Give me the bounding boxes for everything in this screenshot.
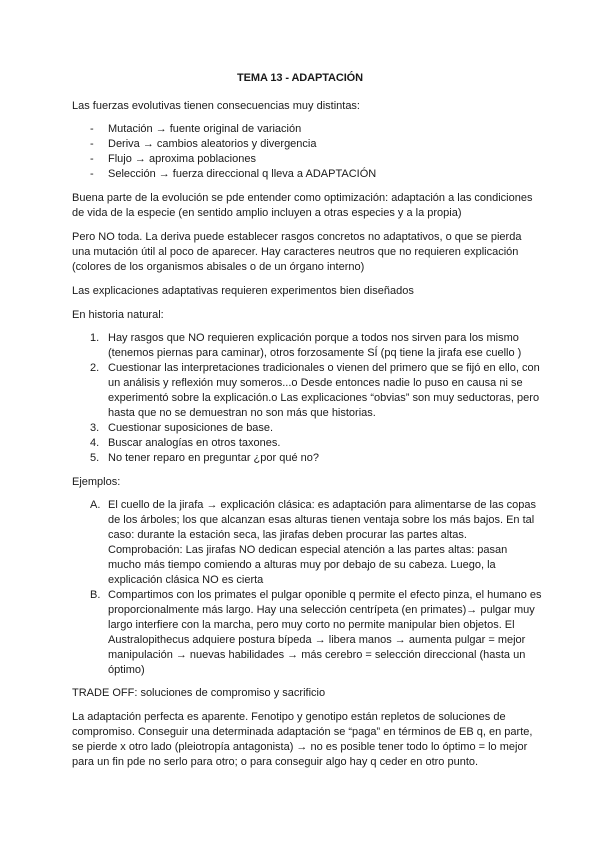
experiments-text: Las explicaciones adaptativas requieren experimentos bien diseñados xyxy=(72,285,414,297)
deriva-text: Pero NO toda. La deriva puede establecer rasgos concretos no adaptativos, o que se pierda una mutación útil al poco de aparecer. Hay caracteres neutros que no requieren explicación (colores de los organismos abisales o de un órgano interno) xyxy=(72,231,522,273)
list-item xyxy=(72,361,542,421)
intro-paragraph xyxy=(72,99,542,114)
examples-heading xyxy=(72,475,542,490)
list-item xyxy=(72,498,542,588)
forces-list xyxy=(72,122,542,182)
optimization-text: Buena parte de la evolución se pde entender como optimización: adaptación a las condiciones de vida de la especie (en sentido amplio incluyen a otras especies y a la propia) xyxy=(72,192,533,219)
examples-list xyxy=(72,498,542,678)
list-item xyxy=(72,421,542,436)
list-text: Cuestionar suposiciones de base. xyxy=(108,422,274,434)
list-number: 5. xyxy=(90,452,100,464)
tradeoff-text: TRADE OFF: soluciones de compromiso y sacrificio xyxy=(72,687,326,699)
examples-heading-text: Ejemplos: xyxy=(72,476,121,488)
list-number: 1. xyxy=(90,332,100,344)
list-text: Buscar analogías en otros taxones. xyxy=(108,437,281,449)
list-number: 2. xyxy=(90,362,100,374)
list-text: El cuello de la jirafa → explicación clásica: es adaptación para alimentarse de las copas de los árboles; los que alcanzan esas alturas tienen ventaja sobre los más bajos. En tal caso: durante la estación seca, las jirafas deben procurar las partes altas. Comprobación: Las jirafas NO dedican especial atención a las partes altas: pasan mucho más tiempo comiendo a alturas muy por debajo de su cabeza. Luego, la explicación clásica NO es cierta xyxy=(108,499,537,586)
list-number: 4. xyxy=(90,437,100,449)
history-heading xyxy=(72,308,542,323)
history-list xyxy=(72,331,542,466)
perfect-text: La adaptación perfecta es aparente. Fenotipo y genotipo están repletos de soluciones de compromiso. Conseguir una determinada adaptación se “paga” en términos de EB q, en parte, se pierde x otro lado (pleiotropía antagonista) → no es posible tener todo lo óptimo = lo mejor para un fin pde no serlo para otro; o para conseguir algo hay q ceder en otro punto. xyxy=(72,711,533,768)
list-letter: A. xyxy=(90,499,101,511)
list-item xyxy=(72,331,542,361)
list-letter: B. xyxy=(90,589,101,601)
intro-text: Las fuerzas evolutivas tienen consecuencias muy distintas: xyxy=(72,100,360,112)
deriva-paragraph xyxy=(72,230,542,275)
list-text: Compartimos con los primates el pulgar oponible q permite el efecto pinza, el humano es proporcionalmente más largo. Hay una selección centrípeta (en primates)→ pulgar muy largo interfiere con la marcha, pero muy corto no permite manipular bien objetos. El Australopithecus adquiere postura bípeda → libera manos → aumenta pulgar = mejor manipulación → nuevas habilidades → más cerebro = selección direccional (hasta un óptimo) xyxy=(108,589,542,676)
list-item: - Selección → fuerza direccional q lleva a ADAPTACIÓN xyxy=(72,167,542,182)
list-item: - Deriva → cambios aleatorios y divergencia xyxy=(72,137,542,152)
list-text: No tener reparo en preguntar ¿por qué no? xyxy=(108,452,319,464)
list-text: Hay rasgos que NO requieren explicación porque a todos nos sirven para los mismo (tenemos piernas para caminar), otros forzosamente SÍ (pq tiene la jirafa ese cuello ) xyxy=(108,332,522,359)
page-title: TEMA 13 - ADAPTACIÓN xyxy=(237,72,363,84)
experiments-paragraph xyxy=(72,284,542,299)
perfect-paragraph xyxy=(72,710,542,770)
list-item xyxy=(72,436,542,451)
list-item: - Flujo → aproxima poblaciones xyxy=(72,152,542,167)
list-item xyxy=(72,588,542,678)
list-text: Cuestionar las interpretaciones tradicionales o vienen del primero que se fijó en ello, con un análisis y reflexión muy someros...o Desde entonces nadie lo puso en causa ni se experimentó sobre la explicación.o Las explicaciones “obvias” son muy seductoras, pero hasta que no se demuestran no son más que historias. xyxy=(108,362,540,419)
history-heading-text: En historia natural: xyxy=(72,309,164,321)
list-item: - Mutación → fuente original de variación xyxy=(72,122,542,137)
tradeoff-heading xyxy=(72,686,542,701)
optimization-paragraph xyxy=(72,191,542,221)
list-item xyxy=(72,451,542,466)
list-number: 3. xyxy=(90,422,100,434)
